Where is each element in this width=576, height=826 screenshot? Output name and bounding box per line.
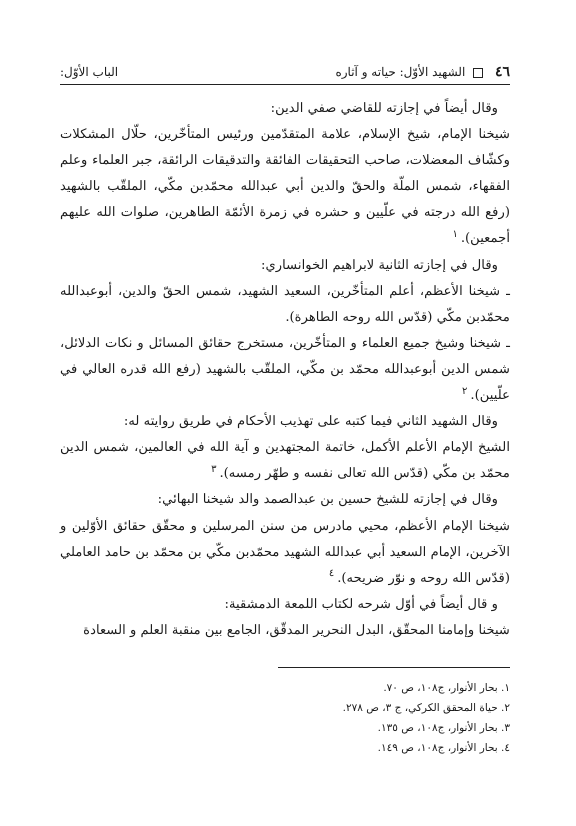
paragraph	[60, 409, 510, 435]
paragraph	[60, 514, 510, 592]
paragraph-text: وقال في إجازته للشيخ حسين بن عبدالصمد والد شيخنا البهائي:	[157, 492, 498, 508]
paragraph-text: ـ شيخنا الأعظم، أعلم المتأخّرين، السعيد الشهيد، شمس الحقّ والدين، أبوعبدالله محمّدبن مكّي (قدّس الله روحه الطاهرة).	[60, 283, 510, 325]
paragraph-text: الشيخ الإمام الأعلم الأكمل، خاتمة المجتهدين و آية الله في العالمين، شمس الدين محمّد بن مكّي (قدّس الله تعالى نفسه و طهّر رمسه).	[60, 440, 510, 482]
footnote: ٣. بحار الأنوار، ج١٠٨، ص ١٣٥.	[377, 722, 510, 734]
paragraph	[60, 592, 510, 618]
footnote: ٤. بحار الأنوار، ج١٠٨، ص ١٤٩.	[377, 742, 510, 754]
paragraph	[60, 253, 510, 279]
paragraph-text: شيخنا الإمام، شيخ الإسلام، علامة المتقدّمين ورئيس المتأخّرين، حلّال المشكلات وكشّاف المعضلات، صاحب التحقيقات الفائقة والتدقيقات الرائقة، جبر العلماء وعلم الفقهاء، شمس الملّة والحقّ والدين أبي عبدالله محمّدبن مكّي، الملقّب بالشهيد (رفع الله درجته في علّيين و حشره في زمرة الأئمّة الطاهرين، صلوات الله عليهم أجمعين).	[60, 127, 510, 247]
chapter-label: الباب الأوّل:	[60, 65, 119, 79]
footnote-marker: ١	[452, 229, 458, 241]
header-right	[335, 62, 510, 82]
paragraph	[60, 435, 510, 487]
footnote: ٢. حياة المحقق الكركي، ج ٣، ص ٢٧٨.	[342, 702, 510, 714]
paragraph-text: و قال أيضاً في أوّل شرحه لكتاب اللمعة الدمشقية:	[224, 596, 498, 612]
square-ornament-icon	[473, 68, 483, 78]
footnote-marker: ٣	[211, 463, 217, 475]
footnote: ١. بحار الأنوار، ج١٠٨، ص ٧٠.	[383, 682, 510, 694]
paragraph-text: شيخنا الإمام الأعظم، محيي مادرس من سنن المرسلين و محقّق حقائق الأوّلين و الآخرين، الإمام السعيد أبي عبدالله الشهيد محمّدبن مكّي بن محمّد بن حامد العاملي (قدّس الله روحه و نوّر ضريحه).	[60, 518, 510, 586]
footnote-marker: ٢	[462, 385, 468, 397]
footnote-separator	[278, 667, 510, 668]
main-text	[60, 96, 510, 644]
paragraph	[60, 122, 510, 252]
running-title: الشهيد الأوّل: حياته و آثاره	[335, 65, 466, 79]
paragraph	[60, 331, 510, 409]
paragraph-text: شيخنا وإمامنا المحقّق، البدل النحرير المدقّق، الجامع بين منقبة العلم و السعادة	[83, 622, 510, 638]
footnotes	[60, 678, 510, 758]
footnote-marker: ٤	[328, 568, 335, 580]
paragraph	[60, 96, 510, 122]
paragraph-text: وقال في إجازته الثانية لابراهيم الخوانساري:	[261, 257, 498, 273]
paragraph	[60, 279, 510, 331]
page-number: ٤٦	[494, 64, 510, 80]
paragraph-text: وقال الشهيد الثاني فيما كتبه على تهذيب الأحكام في طريق روايته له:	[123, 414, 498, 430]
paragraph	[60, 487, 510, 513]
running-header	[60, 62, 510, 85]
paragraph-text: وقال أيضاً في إجازته للقاضي صفي الدين:	[270, 101, 498, 116]
paragraph	[60, 618, 510, 644]
paragraph-text: ـ شيخنا وشيخ جميع العلماء و المتأخّرين، مستخرج حقائق المسائل و نكات الدلائل، شمس الدين أبوعبدالله محمّد بن مكّي، الملقّب بالشهيد (رفع الله قدره العالي في علّيين).	[60, 335, 510, 404]
